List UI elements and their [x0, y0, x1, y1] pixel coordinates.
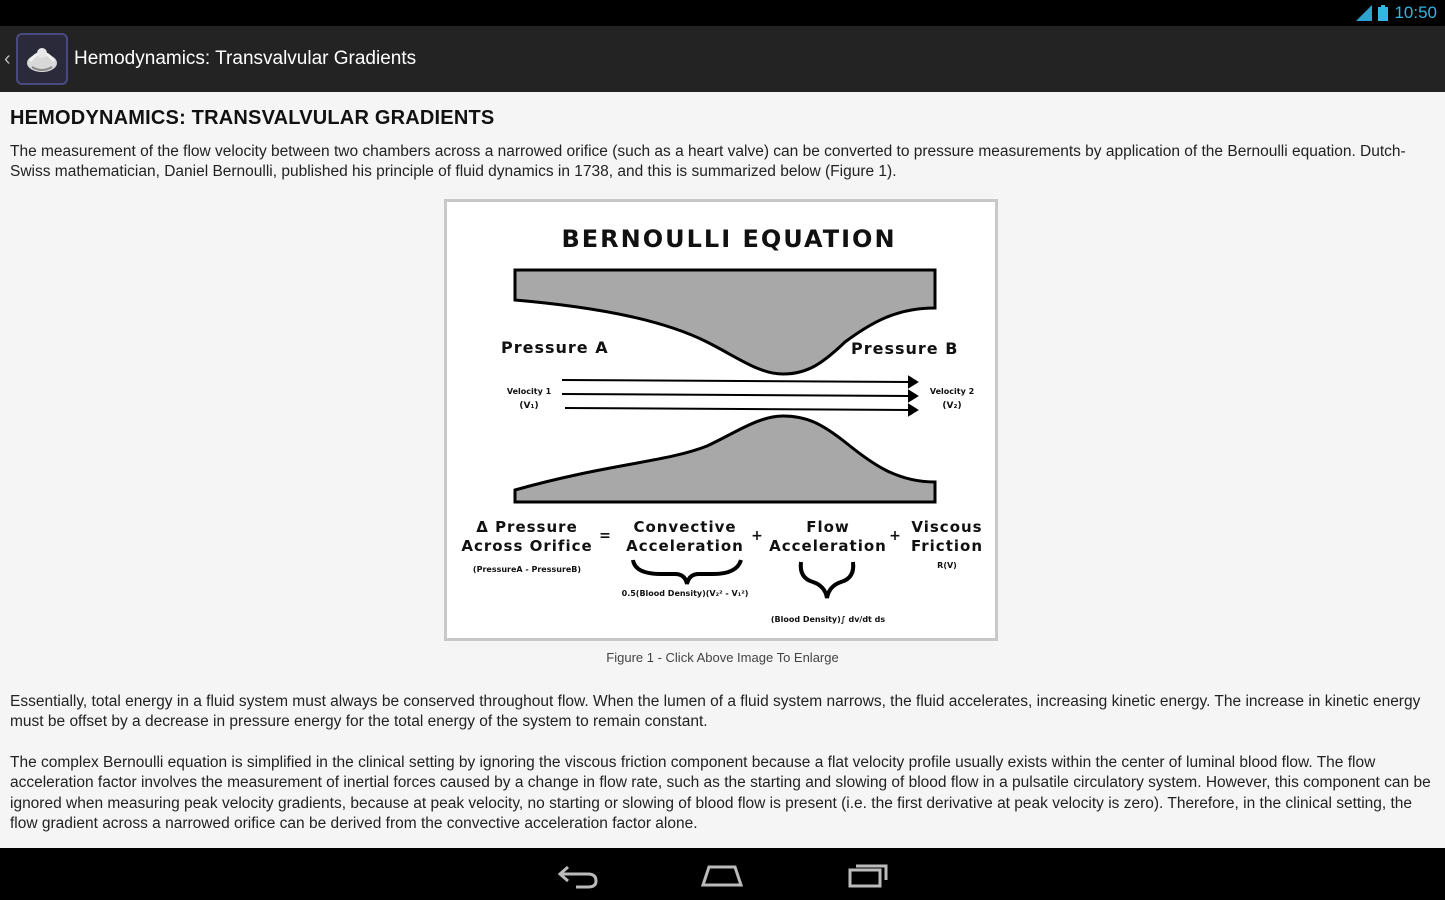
page-heading: HEMODYNAMICS: TRANSVALVULAR GRADIENTS	[10, 107, 495, 129]
status-bar	[0, 0, 1445, 26]
term1-formula: (PressureA - PressureB)	[472, 565, 582, 574]
back-button[interactable]	[550, 858, 606, 892]
status-icons	[1356, 3, 1437, 23]
term2-line1: Convective	[633, 518, 737, 536]
lower-vessel-wall	[515, 416, 935, 502]
status-time: 10:50	[1394, 3, 1437, 22]
bernoulli-figure[interactable]	[444, 199, 998, 641]
app-title: Hemodynamics: Transvalvular Gradients	[74, 48, 417, 69]
simplification-paragraph: The complex Bernoulli equation is simplified in the clinical setting by ignoring the viscous friction component because a flat velocity profile usually exists within the center of luminal blood flow. The flow acceleration factor involves the measurement of inertial forces caused by a change in flow rate, such as the starting and slowing of blood flow in a pulsatile circulatory system. However, this component can be ignored when measuring peak velocity gradients, because at peak velocity, no starting or slowing of blood flow is present (i.e. the first derivative at peak velocity is zero). Therefore, in the clinical setting, the flow gradient across a narrowed orifice can be derived from the convective acceleration factor alone.	[10, 754, 1431, 832]
term4-line1: Viscous	[911, 518, 983, 536]
plus-sign-2: +	[889, 528, 901, 544]
term3-line2: Acceleration	[769, 537, 887, 555]
term3-line1: Flow	[806, 518, 850, 536]
velocity-2-symbol: (V₂)	[942, 401, 962, 411]
content-area[interactable]	[0, 92, 1445, 848]
back-icon	[556, 861, 600, 889]
app-logo-icon[interactable]	[16, 33, 68, 85]
term4-line2: Friction	[910, 537, 984, 555]
intro-paragraph: The measurement of the flow velocity between two chambers across a narrowed orifice (such as a heart valve) can be converted to pressure measurements by application of the Bernoulli equation. Dutch-Swiss mathematician, Daniel Bernoulli, published his principle of fluid dynamics in 1738, and this is summarized below (Figure 1).	[10, 143, 1406, 181]
home-button[interactable]	[694, 858, 750, 892]
battery-icon	[1378, 5, 1388, 21]
plus-sign-1: +	[751, 528, 763, 544]
term2-formula: 0.5(Blood Density)(V₂² - V₁²)	[621, 589, 749, 598]
signal-icon	[1356, 5, 1372, 21]
up-caret-icon[interactable]: ‹	[4, 47, 11, 70]
velocity-1-symbol: (V₁)	[519, 401, 539, 411]
home-icon	[699, 863, 745, 887]
figure-title: BERNOULLI EQUATION	[561, 225, 897, 253]
convective-brace	[633, 560, 741, 584]
term1-line1: Δ Pressure	[476, 518, 578, 536]
term2-line2: Acceleration	[626, 537, 744, 555]
term3-formula: (Blood Density)∫ dv/dt ds	[770, 615, 886, 624]
energy-paragraph: Essentially, total energy in a fluid system must always be conserved throughout flow. When the lumen of a fluid system narrows, the fluid accelerates, increasing kinetic energy. The increase in kinetic energy must be offset by a decrease in pressure energy for the total energy of the system to remain constant.	[10, 693, 1421, 731]
equals-sign: =	[599, 528, 611, 544]
velocity-2-label: Velocity 2	[929, 387, 975, 396]
figure-caption[interactable]: Figure 1 - Click Above Image To Enlarge	[606, 650, 839, 665]
term1-line2: Across Orifice	[461, 537, 593, 555]
pressure-a-label: Pressure A	[501, 338, 609, 357]
recent-apps-icon	[846, 862, 890, 888]
action-bar	[0, 26, 1445, 92]
velocity-1-label: Velocity 1	[506, 387, 552, 396]
upper-vessel-wall	[515, 270, 935, 374]
navigation-bar	[0, 848, 1445, 900]
recent-apps-button[interactable]	[840, 858, 896, 892]
term4-formula: R(V)	[937, 561, 957, 570]
flow-arrows	[562, 377, 917, 415]
flow-brace	[801, 562, 854, 598]
pressure-b-label: Pressure B	[851, 339, 959, 358]
